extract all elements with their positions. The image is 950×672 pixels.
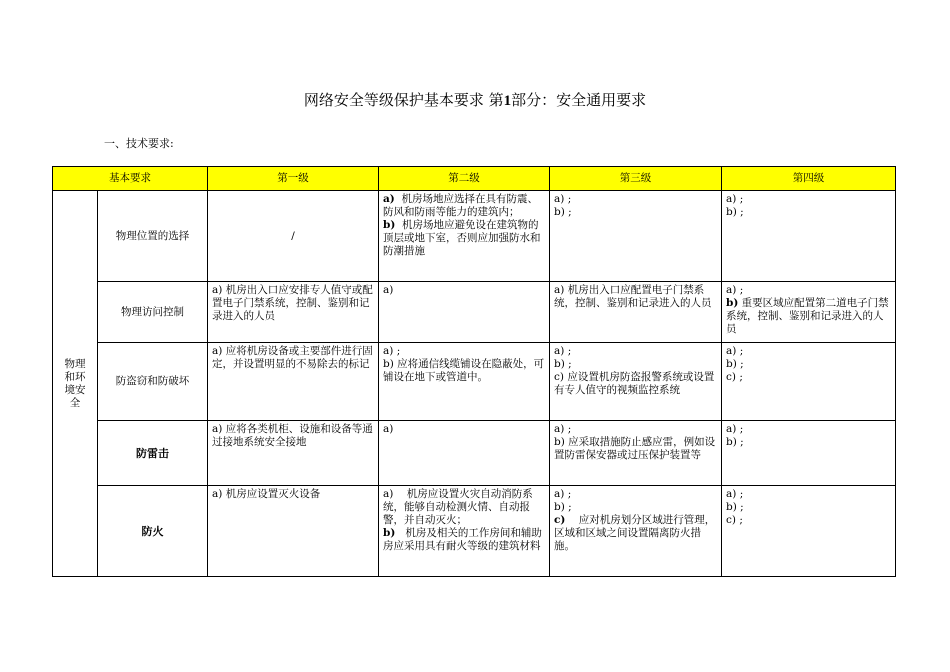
- requirement-line: b) ;: [554, 206, 572, 218]
- level3-cell: [550, 343, 722, 421]
- requirement-line: a): [383, 284, 394, 296]
- level4-cell: [722, 191, 896, 282]
- requirement-line: a) ;: [726, 345, 744, 357]
- requirement-line: b) ;: [726, 206, 744, 218]
- table-row: [53, 421, 896, 486]
- category-cell: 物理和环境安全: [53, 191, 98, 577]
- requirement-line: b) ;: [554, 501, 572, 513]
- requirement-line: b) ;: [726, 501, 744, 513]
- level4-cell: [722, 421, 896, 486]
- requirement-line: b) 应采取措施防止感应雷，例如设置防雷保安器或过压保护装置等: [554, 436, 716, 461]
- item-anti-theft: 防盗窃和防破坏: [98, 343, 208, 421]
- requirement-line: a) ;: [383, 345, 401, 357]
- level3-cell: [550, 421, 722, 486]
- level2-cell: [379, 282, 550, 343]
- level1-cell: a) 应将各类机柜、设施和设备等通过接地系统安全接地: [208, 421, 379, 486]
- title-prefix: 网络安全等级保护基本要求 第: [303, 91, 504, 109]
- requirement-line: a) ;: [726, 284, 744, 296]
- requirement-line: b) ;: [726, 358, 744, 370]
- level3-cell: [550, 486, 722, 577]
- requirement-line: c) 应设置机房防盗报警系统或设置有专人值守的视频监控系统: [554, 371, 715, 396]
- section-heading: 一、技术要求:: [104, 137, 174, 150]
- level1-cell: a) 机房出入口应安排专人值守或配置电子门禁系统，控制、鉴别和记录进入的人员: [208, 282, 379, 343]
- table-row: [53, 191, 896, 282]
- requirement-line: a) ;: [554, 193, 572, 205]
- level3-cell: [550, 191, 722, 282]
- level4-cell: [722, 486, 896, 577]
- requirement-line: a) 机房出入口应配置电子门禁系统，控制、鉴别和记录进入的人员: [554, 284, 712, 309]
- requirement-line: b) 重要区域应配置第二道电子门禁系统，控制、鉴别和记录进入的人员: [726, 297, 889, 335]
- requirements-table: [52, 166, 896, 577]
- level4-cell: [722, 282, 896, 343]
- table-row: [53, 486, 896, 577]
- requirement-line: a) 机房应设置火灾自动消防系统，能够自动检测火情、自动报警，并自动灭火；: [383, 488, 533, 526]
- requirement-line: a) ;: [726, 488, 744, 500]
- level2-cell: [379, 421, 550, 486]
- level2-cell: [379, 191, 550, 282]
- header-level-3: 第三级: [550, 167, 722, 191]
- item-physical-access-control: 物理访问控制: [98, 282, 208, 343]
- document-title: [0, 90, 950, 111]
- requirement-line: a) ;: [554, 423, 572, 435]
- requirement-line: b) 机房及相关的工作房间和辅助房应采用具有耐火等级的建筑材料: [383, 527, 542, 552]
- header-level-4: 第四级: [722, 167, 896, 191]
- requirement-line: c) ;: [726, 371, 743, 383]
- header-basic-requirements: 基本要求: [53, 167, 208, 191]
- header-level-2: 第二级: [379, 167, 550, 191]
- requirement-line: b) ;: [554, 358, 572, 370]
- requirement-line: b) ;: [726, 436, 744, 448]
- requirement-line: a) ;: [554, 488, 572, 500]
- requirement-line: a) ;: [726, 423, 744, 435]
- item-physical-location: 物理位置的选择: [98, 191, 208, 282]
- requirement-line: b) 应将通信线缆铺设在隐蔽处，可铺设在地下或管道中。: [383, 358, 545, 383]
- requirement-line: a) 机房场地应选择在具有防震、防风和防雨等能力的建筑内；: [383, 193, 538, 218]
- level1-cell: a) 机房应设置灭火设备: [208, 486, 379, 577]
- requirement-line: a): [383, 423, 394, 435]
- level1-cell: a) 应将机房设备或主要部件进行固定，并设置明显的不易除去的标记: [208, 343, 379, 421]
- header-level-1: 第一级: [208, 167, 379, 191]
- level3-cell: [550, 282, 722, 343]
- title-suffix: 部分：安全通用要求: [511, 91, 647, 109]
- title-part-number: 1: [503, 93, 512, 109]
- level2-cell: [379, 486, 550, 577]
- requirement-line: c) 应对机房划分区域进行管理，区域和区域之间设置隔离防火措施。: [554, 514, 716, 552]
- requirement-line: c) ;: [726, 514, 743, 526]
- item-fire-protection: 防火: [98, 486, 208, 577]
- requirement-line: a) ;: [726, 193, 744, 205]
- level2-cell: [379, 343, 550, 421]
- level4-cell: [722, 343, 896, 421]
- table-row: [53, 343, 896, 421]
- level1-cell: /: [208, 191, 379, 282]
- table-row: [53, 282, 896, 343]
- item-lightning-protection: 防雷击: [98, 421, 208, 486]
- requirement-line: b) 机房场地应避免设在建筑物的顶层或地下室，否则应加强防水和防潮措施: [383, 219, 541, 257]
- requirement-line: a) ;: [554, 345, 572, 357]
- table-header-row: [53, 167, 896, 191]
